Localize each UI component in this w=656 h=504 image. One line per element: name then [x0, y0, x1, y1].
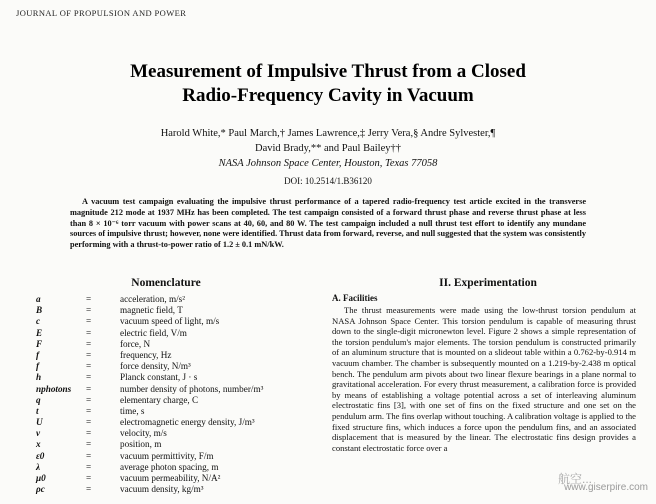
nomenclature-sym: E: [36, 327, 43, 338]
nomenclature-def: magnetic field, T: [120, 305, 183, 316]
nomenclature-eq: =: [86, 439, 92, 450]
title-line-1: Measurement of Impulsive Thrust from a Closed: [130, 61, 526, 82]
nomenclature-eq: =: [86, 383, 92, 394]
nomenclature-eq: =: [86, 305, 92, 316]
nomenclature-row: [36, 451, 263, 462]
nomenclature-def: frequency, Hz: [120, 349, 172, 360]
title-line-2: Radio-Frequency Cavity in Vacuum: [182, 85, 474, 106]
nomenclature-sym: t: [36, 405, 39, 416]
nomenclature-def: electromagnetic energy density, J/m³: [120, 417, 255, 428]
nomenclature-eq: =: [86, 428, 92, 439]
nomenclature-eq: =: [86, 484, 92, 495]
nomenclature-row: [36, 473, 263, 484]
nomenclature-eq: =: [86, 294, 92, 304]
nomenclature-def: velocity, m/s: [120, 428, 167, 439]
nomenclature-def: Planck constant, J · s: [120, 372, 198, 383]
nomenclature-row: [36, 305, 263, 316]
affiliation: NASA Johnson Space Center, Houston, Texas 77058: [218, 158, 438, 169]
nomenclature-sym: U: [36, 417, 43, 428]
paper-title: [0, 60, 656, 108]
nomenclature-sym: F: [36, 338, 43, 349]
nomenclature-sym: ρc: [36, 484, 45, 495]
nomenclature-eq: =: [86, 394, 92, 405]
nomenclature-row: [36, 328, 263, 339]
nomenclature-sym: v: [36, 428, 41, 439]
nomenclature-eq: =: [86, 361, 92, 372]
nomenclature-row: [36, 316, 263, 327]
nomenclature-def: electric field, V/m: [120, 327, 187, 338]
nomenclature-sym: ε0: [36, 450, 45, 461]
watermark-mark: 航空...: [557, 472, 592, 486]
nomenclature-row: [36, 350, 263, 361]
nomenclature-row: [36, 384, 263, 395]
nomenclature-row: [36, 395, 263, 406]
author-block: [0, 126, 656, 171]
doi: DOI: 10.2514/1.B36120: [284, 176, 372, 186]
nomenclature-row: [36, 361, 263, 372]
nomenclature-sym: μ0: [36, 473, 46, 483]
nomenclature-def: average photon spacing, m: [120, 461, 219, 472]
nomenclature-sym: x: [36, 439, 41, 450]
nomenclature-def: position, m: [120, 439, 162, 450]
nomenclature-eq: =: [86, 405, 92, 416]
body-text: The thrust measurements were made using the low-thrust torsion pendulum at NASA Johnson Space Center. This torsion pendulum is capable of measuring thrust down to the single-digit micronewton level. Figure 2 shows a simple representation of the torsion pendulum's major elements. The torsion pendulum is constructed primarily of an aluminum structure that is mounted on a slideout table within a 0.762-by-0.914 m vacuum chamber. The chamber is subsequently mounted on a 1.219-by-2.438 m optical bench. The pendulum arm pivots about two linear flexure bearings in a plane normal to gravitational acceleration. For every thrust measurement, a calibration force is provided by means of establishing a voltage potential across a set of interleaving aluminum electrostatic fins [3], with one set of fins on the fixed structure and one set on the pendulum arm. The fins overlap without touching. A calibration voltage is applied to the fixed structure fins, which induces a force upon the pendulum fins, and an associated displacement that is measured by the linear. The electrostatic fins design provides a constant electrostatic force over a: [332, 305, 636, 453]
nomenclature-def: vacuum permeability, N/A²: [120, 473, 221, 483]
watermark-url: www.giserpire.com: [564, 482, 648, 493]
nomenclature-sym: a: [36, 294, 41, 304]
nomenclature-def: vacuum speed of light, m/s: [120, 316, 220, 327]
nomenclature-sym: f: [36, 349, 40, 360]
nomenclature-sym: h: [36, 372, 42, 383]
nomenclature-eq: =: [86, 316, 92, 327]
nomenclature-heading: Nomenclature: [131, 277, 201, 289]
nomenclature-row: [36, 428, 263, 439]
nomenclature-row: [36, 484, 263, 495]
nomenclature-sym: q: [36, 394, 41, 405]
nomenclature-eq: =: [86, 450, 92, 461]
subsection-heading-facilities: A. Facilities: [332, 293, 378, 303]
nomenclature-row: [36, 406, 263, 417]
nomenclature-row: [36, 417, 263, 428]
nomenclature-def: vacuum permittivity, F/m: [120, 450, 214, 461]
nomenclature-def: vacuum density, kg/m³: [120, 484, 204, 495]
nomenclature-eq: =: [86, 338, 92, 349]
section-heading-experimentation: II. Experimentation: [439, 277, 537, 289]
nomenclature-eq: =: [86, 461, 92, 472]
abstract: A vacuum test campaign evaluating the impulsive thrust performance of a tapered radio-frequency test article excited in the transverse magnitude 212 mode at 1937 MHz has been completed. The test campaign consisted of a forward thrust phase and reverse thrust phase at less than 8 × 10⁻⁶ torr vacuum with power scans at 40, 60, and 80 W. The test campaign included a null thrust test effort to identify any mundane sources of impulsive thrust; however, none were identified. Thrust data from forward, reverse, and null suggested that the system was consistently performing with a thrust-to-power ratio of 1.2 ± 0.1 mN/kW.: [70, 197, 586, 250]
nomenclature-row: [36, 439, 263, 450]
nomenclature-def: force density, N/m³: [120, 361, 191, 372]
nomenclature-row: [36, 294, 263, 305]
nomenclature-def: time, s: [120, 405, 145, 416]
nomenclature-sym: f: [36, 361, 40, 372]
nomenclature-sym: B: [36, 305, 43, 316]
nomenclature-def: acceleration, m/s²: [120, 294, 185, 304]
nomenclature-sym: c: [36, 316, 41, 327]
nomenclature-list: [36, 294, 263, 495]
journal-name: JOURNAL OF PROPULSION AND POWER: [16, 8, 187, 18]
nomenclature-def: elementary charge, C: [120, 394, 199, 405]
nomenclature-row: [36, 372, 263, 383]
nomenclature-eq: =: [86, 349, 92, 360]
nomenclature-sym: λ: [36, 461, 41, 472]
nomenclature-def: force, N: [120, 338, 151, 349]
nomenclature-eq: =: [86, 327, 92, 338]
nomenclature-eq: =: [86, 372, 92, 383]
nomenclature-eq: =: [86, 473, 92, 483]
nomenclature-row: [36, 339, 263, 350]
nomenclature-row: [36, 462, 263, 473]
nomenclature-eq: =: [86, 417, 92, 428]
nomenclature-sym: nphotons: [36, 383, 72, 394]
authors-line-1: Harold White,* Paul March,† James Lawrence,‡ Jerry Vera,§ Andre Sylvester,¶: [160, 128, 496, 139]
authors-line-2: David Brady,** and Paul Bailey††: [254, 143, 401, 154]
nomenclature-def: number density of photons, number/m³: [120, 383, 264, 394]
